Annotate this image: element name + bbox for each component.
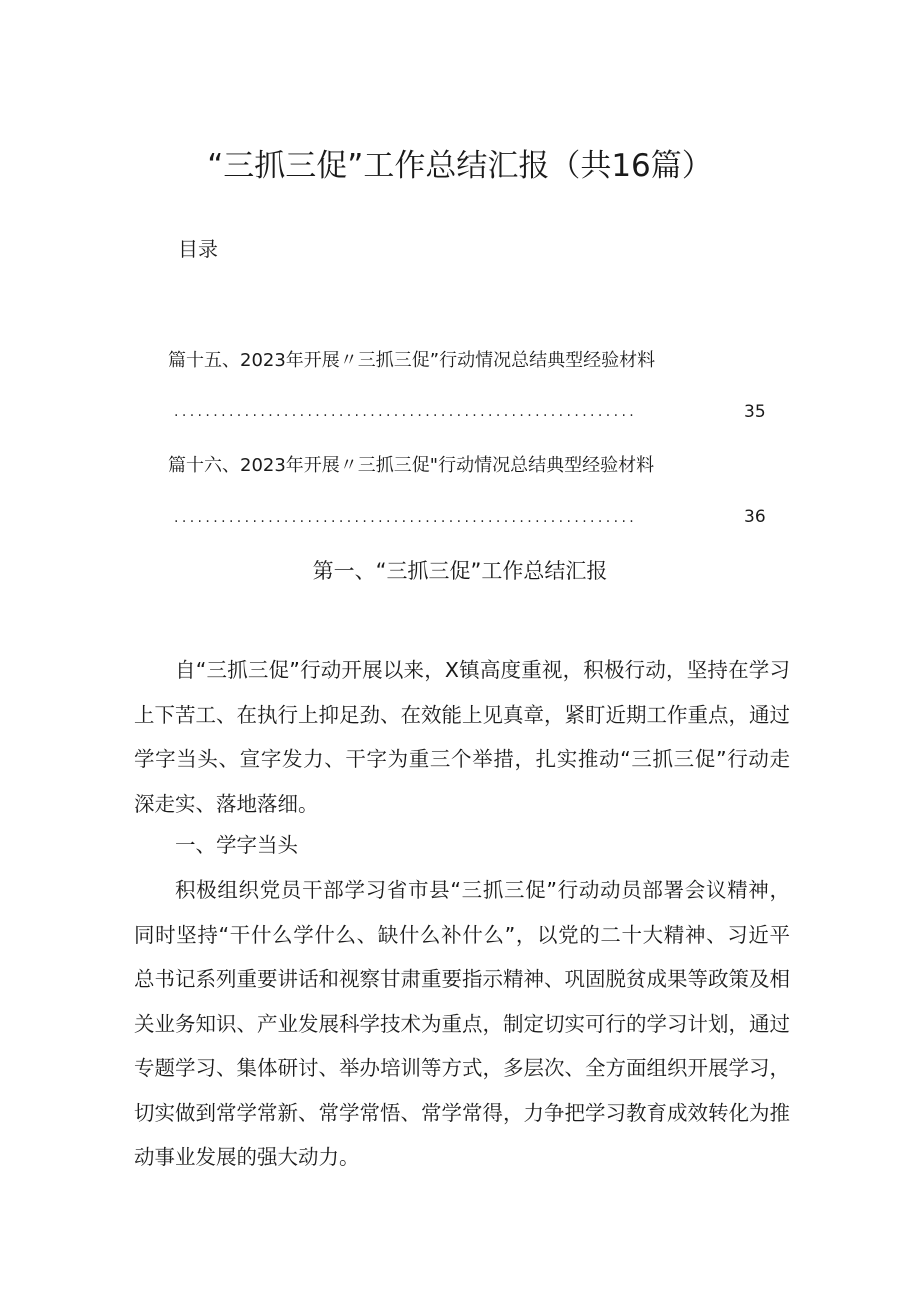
section-title: 第一、“三抓三促”工作总结汇报 bbox=[312, 559, 608, 583]
toc-entry-title[interactable]: 篇十五、2023年开展〃三抓三促”行动情况总结典型经验材料 bbox=[168, 350, 656, 371]
document-title: “三抓三促”工作总结汇报（共16篇） bbox=[207, 148, 713, 184]
subheading-study-first: 一、学字当头 bbox=[175, 833, 298, 857]
toc-page-number[interactable]: 35 bbox=[744, 402, 766, 422]
toc-leader-dots: ........................................................... bbox=[174, 404, 638, 420]
study-paragraph: 积极组织党员干部学习省市县“三抓三促”行动动员部署会议精神，同时坚持“干什么学什么、缺什么补什么”，以党的二十大精神、习近平总书记系列重要讲话和视察甘肃重要指示精神、巩固脱贫成果等政策及相关业务知识、产业发展科学技术为重点，制定切实可行的学习计划，通过专题学习、集体研讨、举办培训等方式，多层次、全方面组织开展学习，切实做到常学常新、常学常悟、常学常得，力争把学习教育成效转化为推动事业发展的强大动力。 bbox=[134, 878, 790, 1169]
toc-page-number[interactable]: 36 bbox=[744, 507, 766, 527]
toc-entry-title[interactable]: 篇十六、2023年开展〃三抓三促"行动情况总结典型经验材料 bbox=[168, 455, 655, 476]
toc-leader-dots: ........................................................... bbox=[174, 510, 638, 526]
toc-heading: 目录 bbox=[178, 237, 218, 261]
intro-paragraph: 自“三抓三促”行动开展以来，X镇高度重视，积极行动，坚持在学习上下苦工、在执行上抑足劲、在效能上见真章，紧盯近期工作重点，通过学字当头、宣字发力、干字为重三个举措，扎实推动“三抓三促”行动走深走实、落地落细。 bbox=[134, 658, 790, 816]
